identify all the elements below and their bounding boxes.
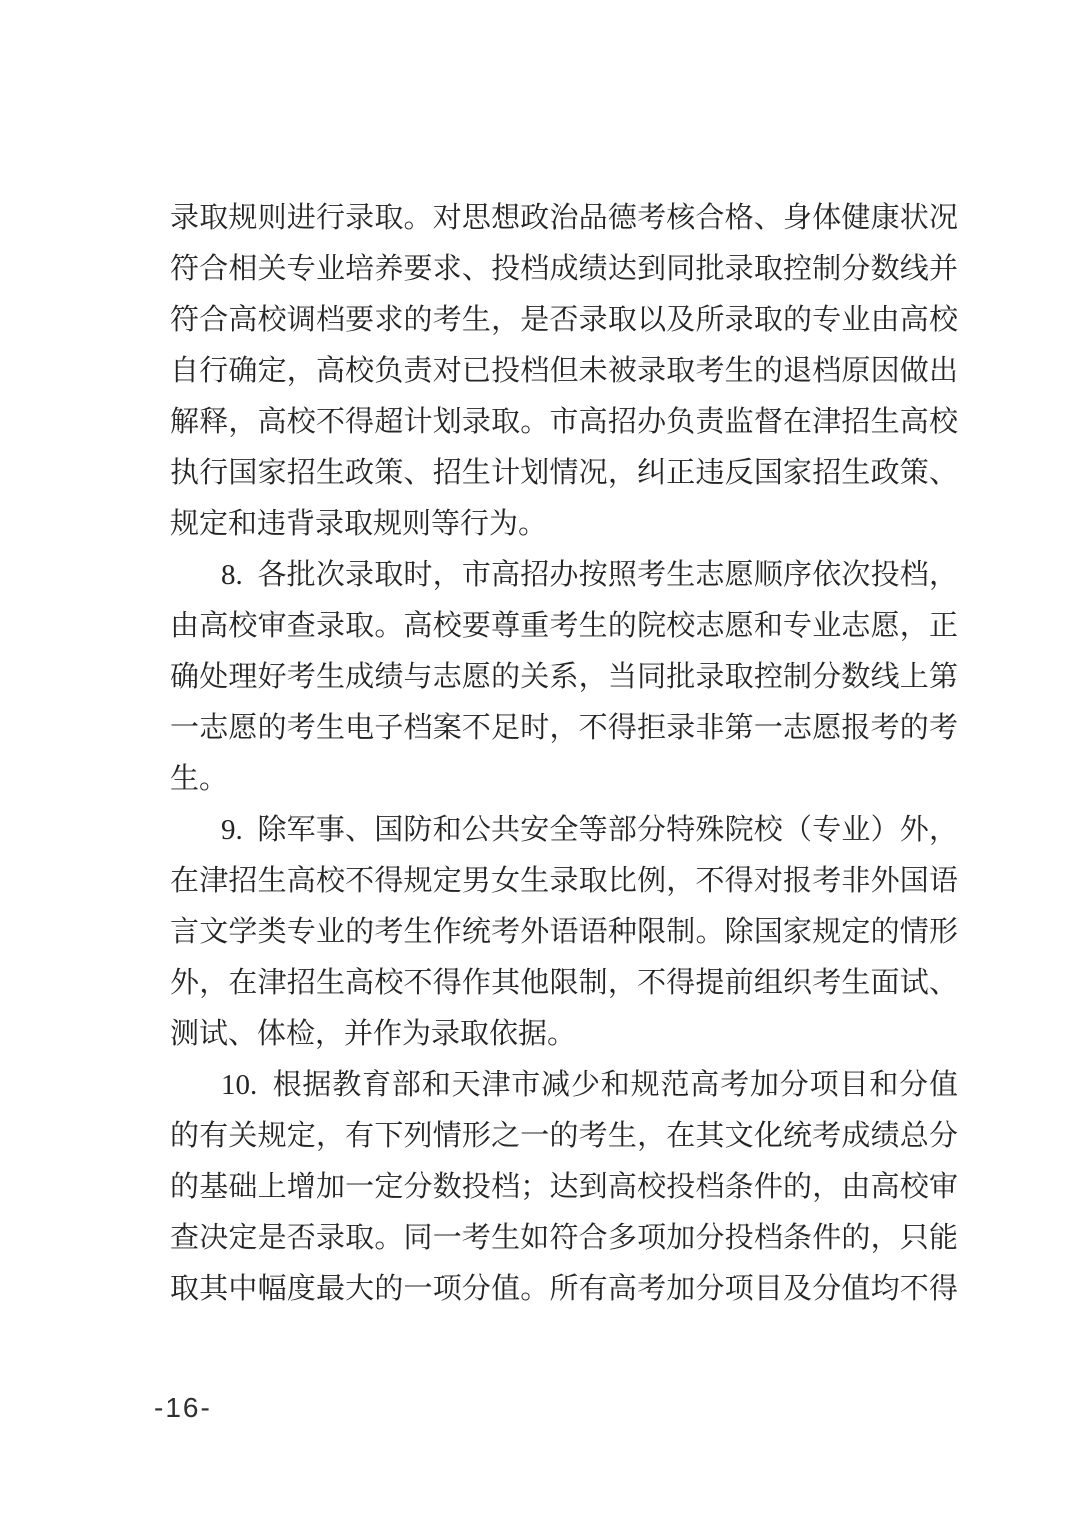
text-line: 一志愿的考生电子档案不足时，不得拒录非第一志愿报考的考 <box>170 712 958 744</box>
text-line: 言文学类专业的考生作统考外语语种限制。除国家规定的情形 <box>170 916 958 948</box>
text-line: 查决定是否录取。同一考生如符合多项加分投档条件的，只能 <box>170 1222 958 1254</box>
text-line: 执行国家招生政策、招生计划情况，纠正违反国家招生政策、 <box>170 457 958 489</box>
text-line: 录取规则进行录取。对思想政治品德考核合格、身体健康状况 <box>170 202 958 234</box>
text-line: 的有关规定，有下列情形之一的考生，在其文化统考成绩总分 <box>170 1120 958 1152</box>
text-line-item-10: 10. 根据教育部和天津市减少和规范高考加分项目和分值 <box>221 1069 958 1101</box>
text-line: 生。 <box>170 763 229 795</box>
text-line-item-9: 9. 除军事、国防和公共安全等部分特殊院校（专业）外， <box>221 814 958 846</box>
text-line: 外，在津招生高校不得作其他限制，不得提前组织考生面试、 <box>170 967 958 999</box>
text-line: 规定和违背录取规则等行为。 <box>170 508 548 540</box>
text-line: 自行确定，高校负责对已投档但未被录取考生的退档原因做出 <box>170 355 958 387</box>
text-line-item-8: 8. 各批次录取时，市高招办按照考生志愿顺序依次投档， <box>221 559 958 591</box>
text-line: 符合相关专业培养要求、投档成绩达到同批录取控制分数线并 <box>170 253 958 285</box>
text-line: 取其中幅度最大的一项分值。所有高考加分项目及分值均不得 <box>170 1273 958 1305</box>
text-line: 的基础上增加一定分数投档；达到高校投档条件的，由高校审 <box>170 1171 958 1203</box>
text-line: 在津招生高校不得规定男女生录取比例，不得对报考非外国语 <box>170 865 958 897</box>
text-line: 由高校审查录取。高校要尊重考生的院校志愿和专业志愿，正 <box>170 610 958 642</box>
text-line: 解释，高校不得超计划录取。市高招办负责监督在津招生高校 <box>170 406 958 438</box>
text-line: 符合高校调档要求的考生，是否录取以及所录取的专业由高校 <box>170 304 958 336</box>
text-line: 测试、体检，并作为录取依据。 <box>170 1018 577 1050</box>
text-line: 确处理好考生成绩与志愿的关系，当同批录取控制分数线上第 <box>170 661 958 693</box>
document-text-block <box>170 193 958 1315</box>
page-number: -16- <box>154 1392 212 1423</box>
